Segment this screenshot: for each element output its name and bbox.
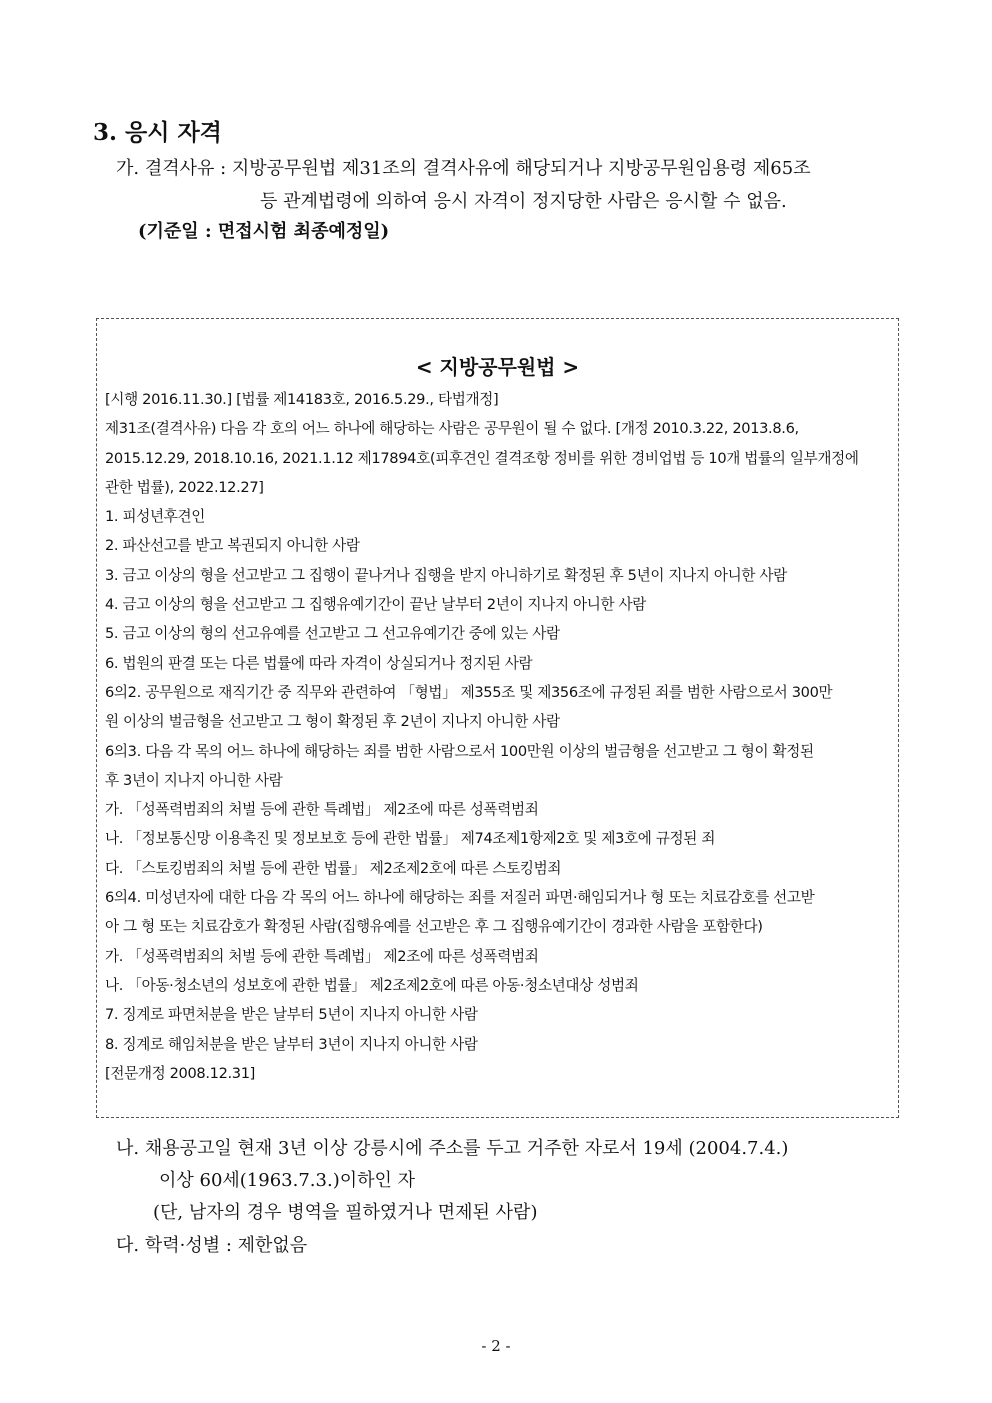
education-gender-line: 다. 학력·성별 : 제한없음 (116, 1235, 308, 1256)
disqualification-line-1: 가. 결격사유 : 지방공무원법 제31조의 결격사유에 해당되거나 지방공무원임용령 제65조 (116, 158, 811, 179)
page-number: - 2 - (481, 1337, 511, 1355)
law-line: 2015.12.29, 2018.10.16, 2021.1.12 제17894호(피후견인 결격조항 정비를 위한 경비업법 등 10개 법률의 일부개정에 (105, 449, 859, 467)
law-line: 나. 「정보통신망 이용촉진 및 정보보호 등에 관한 법률」 제74조제1항제2호 및 제3호에 규정된 죄 (105, 830, 716, 848)
law-line: [시행 2016.11.30.] [법률 제14183호, 2016.5.29., 타법개정] (105, 391, 499, 408)
law-line: 원 이상의 벌금형을 선고받고 그 형이 확정된 후 2년이 지나지 아니한 사람 (105, 713, 560, 731)
law-line: 아 그 형 또는 치료감호가 확정된 사람(집행유예를 선고받은 후 그 집행유예기간이 경과한 사람을 포함한다) (105, 918, 763, 936)
residency-line-1: 나. 채용공고일 현재 3년 이상 강릉시에 주소를 두고 거주한 자로서 19세 (2004.7.4.) (116, 1138, 789, 1159)
law-line: 6의4. 미성년자에 대한 다음 각 목의 어느 하나에 해당하는 죄를 저질러 파면·해임되거나 형 또는 치료감호를 선고받 (105, 889, 815, 907)
law-line: 다. 「스토킹범죄의 처벌 등에 관한 법률」 제2조제2호에 따른 스토킹범죄 (105, 859, 562, 877)
law-line: 6의2. 공무원으로 재직기간 중 직무와 관련하여 「형법」 제355조 및 제356조에 규정된 죄를 범한 사람으로서 300만 (105, 683, 833, 701)
law-line: 관한 법률), 2022.12.27] (105, 478, 264, 496)
law-line: 1. 피성년후견인 (105, 508, 205, 526)
military-note: (단, 남자의 경우 병역을 필하였거나 면제된 사람) (153, 1202, 538, 1223)
law-line: [전문개정 2008.12.31] (105, 1064, 256, 1082)
disqualification-line-2: 등 관계법령에 의하여 응시 자격이 정지당한 사람은 응시할 수 없음. (260, 191, 787, 212)
residency-line-2: 이상 60세(1963.7.3.)이하인 자 (159, 1170, 415, 1191)
law-title: < 지방공무원법 > (415, 355, 580, 379)
law-line: 3. 금고 이상의 형을 선고받고 그 집행이 끝나거나 집행을 받지 아니하기로 확정된 후 5년이 지나지 아니한 사람 (105, 566, 787, 584)
law-line: 7. 징계로 파면처분을 받은 날부터 5년이 지나지 아니한 사람 (105, 1006, 478, 1024)
law-line: 제31조(결격사유) 다음 각 호의 어느 하나에 해당하는 사람은 공무원이 될 수 없다. [개정 2010.3.22, 2013.8.6, (105, 420, 799, 438)
section-heading: 3. 응시 자격 (93, 119, 222, 146)
law-excerpt-box (96, 318, 899, 1118)
law-line: 후 3년이 지나지 아니한 사람 (105, 771, 283, 789)
law-line: 6. 법원의 판결 또는 다른 법률에 따라 자격이 상실되거나 정지된 사람 (105, 654, 533, 672)
law-line: 5. 금고 이상의 형의 선고유예를 선고받고 그 선고유예기간 중에 있는 사람 (105, 625, 560, 643)
law-text (105, 385, 895, 1088)
law-line: 가. 「성폭력범죄의 처벌 등에 관한 특례법」 제2조에 따른 성폭력범죄 (105, 801, 539, 819)
law-line: 나. 「아동·청소년의 성보호에 관한 법률」 제2조제2호에 따른 아동·청소년대상 성범죄 (105, 976, 639, 994)
law-line: 6의3. 다음 각 목의 어느 하나에 해당하는 죄를 범한 사람으로서 100만원 이상의 벌금형을 선고받고 그 형이 확정된 (105, 742, 814, 760)
law-line: 8. 징계로 해임처분을 받은 날부터 3년이 지나지 아니한 사람 (105, 1035, 478, 1053)
law-line: 가. 「성폭력범죄의 처벌 등에 관한 특례법」 제2조에 따른 성폭력범죄 (105, 947, 539, 965)
law-line: 2. 파산선고를 받고 복권되지 아니한 사람 (105, 537, 360, 555)
basis-date-note: (기준일 : 면접시험 최종예정일) (138, 221, 390, 242)
law-line: 4. 금고 이상의 형을 선고받고 그 집행유예기간이 끝난 날부터 2년이 지나지 아니한 사람 (105, 596, 647, 614)
